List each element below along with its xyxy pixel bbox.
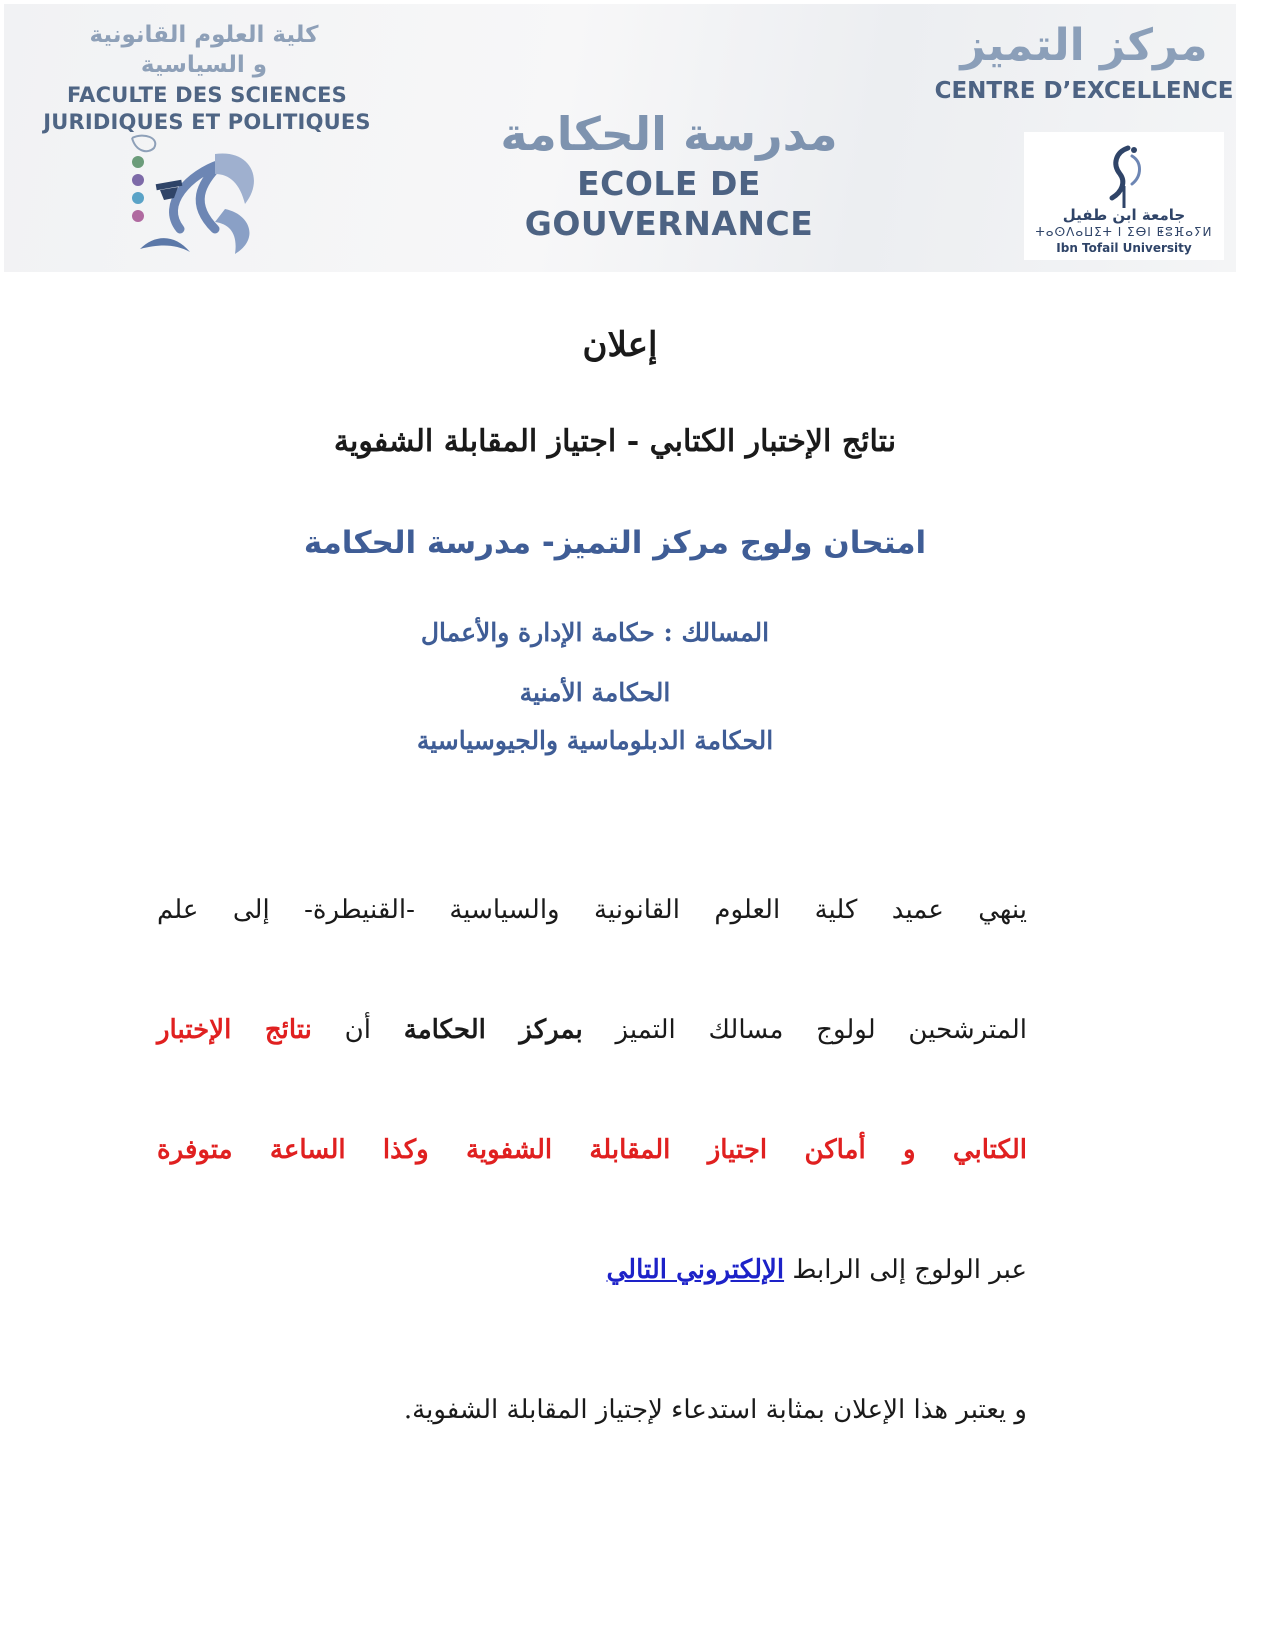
- track-item: المسالك : حكامة الإدارة والأعمال: [420, 618, 770, 647]
- body-text: المترشحين لولوج مسالك التميز: [582, 1015, 1028, 1045]
- university-name-english: Ibn Tofail University: [1056, 241, 1192, 255]
- centre-name-french: CENTRE D’EXCELLENCE: [934, 78, 1234, 104]
- body-line-2: [157, 1010, 1027, 1050]
- announcement-title: إعلان: [582, 325, 658, 365]
- faculty-logo-icon: [120, 134, 280, 264]
- results-highlight: الكتابي و أماكن اجتياز المقابلة الشفوية وكذا الساعة متوفرة: [157, 1135, 1027, 1165]
- centre-name-bold: بمركز الحكامة: [403, 1015, 583, 1045]
- school-name-french: ECOLE DE GOUVERNANCE: [524, 164, 814, 243]
- faculty-fr-line-1: FACULTE DES SCIENCES: [67, 83, 347, 107]
- body-line-5: و يعتبر هذا الإعلان بمثابة استدعاء لإجتياز المقابلة الشفوية.: [403, 1395, 1027, 1425]
- exam-heading: امتحان ولوج مركز التميز- مدرسة الحكامة: [303, 525, 927, 561]
- body-line-3: [157, 1130, 1027, 1170]
- centre-name-arabic: مركز التميز: [960, 20, 1208, 71]
- school-name-arabic: مدرسة الحكامة: [500, 107, 838, 161]
- university-logo-icon: [1098, 142, 1150, 212]
- body-text: عبر الولوج إلى الرابط: [784, 1255, 1027, 1285]
- track-item: الحكامة الأمنية: [519, 678, 671, 707]
- results-heading: نتائج الإختبار الكتابي - اجتياز المقابلة الشفوية: [333, 424, 897, 459]
- header-banner: [4, 4, 1236, 272]
- faculty-name-french: [42, 82, 372, 136]
- body-line-1: ينهي عميد كلية العلوم القانونية والسياسية -القنيطرة- إلى علم: [157, 895, 1027, 925]
- results-link[interactable]: الإلكتروني التالي: [606, 1255, 785, 1285]
- university-logo-block: [1024, 132, 1224, 260]
- body-text: أن: [311, 1015, 404, 1045]
- body-line-4: [607, 1250, 1027, 1290]
- track-item: الحكامة الدبلوماسية والجيوسياسية: [416, 726, 774, 755]
- faculty-fr-line-2: JURIDIQUES ET POLITIQUES: [43, 110, 371, 134]
- university-name-arabic: جامعة ابن طفيل: [1062, 206, 1186, 224]
- faculty-ar-line-2: و السياسية: [140, 52, 268, 78]
- faculty-ar-line-1: كلية العلوم القانونية: [89, 22, 319, 48]
- results-highlight: نتائج الإختبار: [157, 1015, 312, 1045]
- faculty-name-arabic: [54, 20, 354, 80]
- university-name-tifinagh: ⵜⴰⵙⴷⴰⵡⵉⵜ ⵏ ⵉⴱⵏ ⵟⵓⴼⴰⵢⵍ: [1035, 225, 1213, 239]
